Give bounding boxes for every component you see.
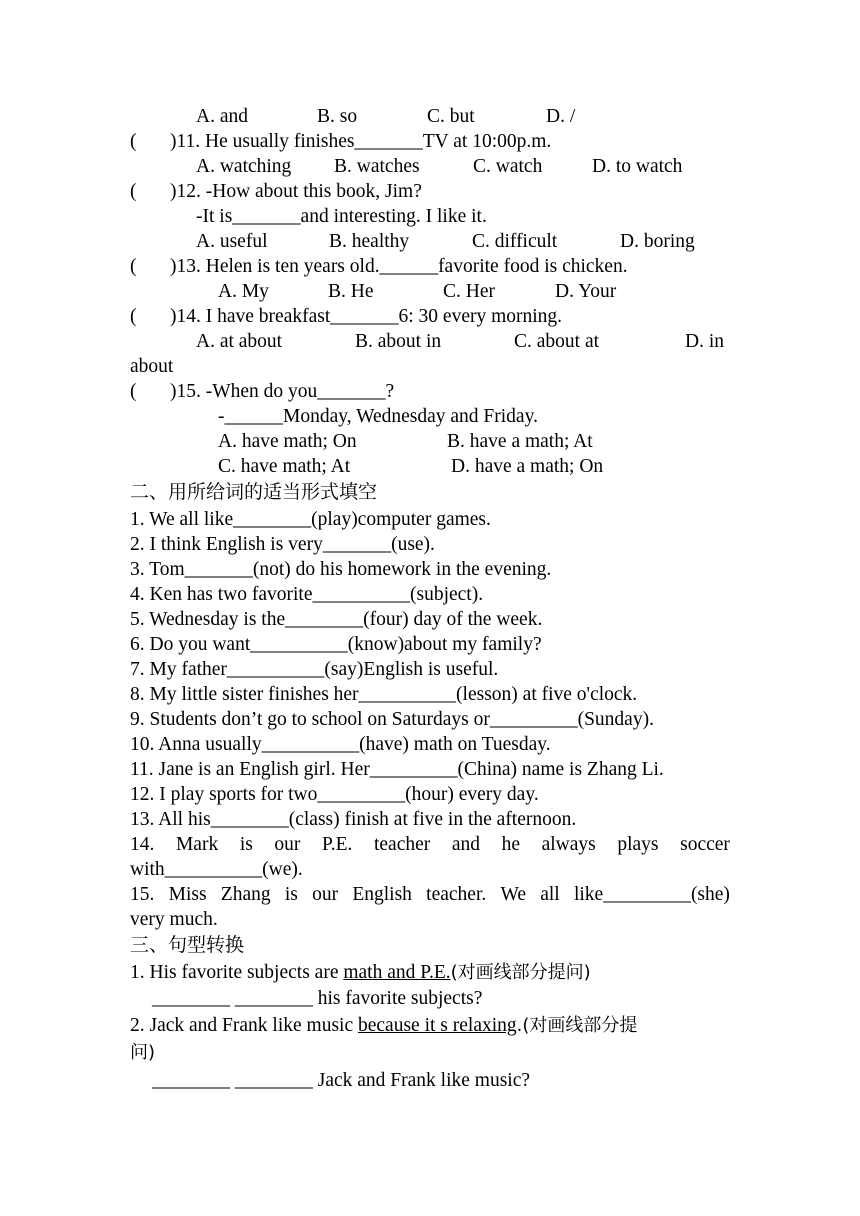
q14-option-d-wrap: about bbox=[130, 356, 174, 377]
word: is bbox=[284, 884, 298, 905]
q11-option-c: C. watch bbox=[473, 156, 543, 177]
q12-option-a: A. useful bbox=[196, 231, 268, 252]
transform-item-1 bbox=[130, 960, 591, 985]
answer-paren: ( bbox=[130, 256, 137, 277]
word: Mark bbox=[175, 834, 219, 855]
word: English bbox=[352, 884, 412, 905]
q15-option-d: D. have a math; On bbox=[451, 456, 604, 477]
word: teacher. bbox=[426, 884, 487, 905]
fill-item-12: 12. I play sports for two_________(hour) every day. bbox=[130, 784, 539, 805]
fill-item-3: 3. Tom_______(not) do his homework in the evening. bbox=[130, 559, 552, 580]
instruction: .(对画线部分提 bbox=[516, 1015, 638, 1036]
q13-option-b: B. He bbox=[328, 281, 374, 302]
word: he bbox=[501, 834, 521, 855]
answer-paren: ( bbox=[130, 381, 137, 402]
word: P.E. bbox=[322, 834, 353, 855]
section-heading-part2: 二、用所给词的适当形式填空 bbox=[130, 481, 378, 503]
q13-option-d: D. Your bbox=[555, 281, 617, 302]
answer-paren: ( bbox=[130, 181, 137, 202]
question-text: )13. Helen is ten years old.______favorite food is chicken. bbox=[170, 256, 628, 277]
question-12 bbox=[130, 179, 422, 204]
q10-option-d: D. / bbox=[546, 106, 576, 127]
transform-item-2 bbox=[130, 1013, 637, 1038]
word: We bbox=[500, 884, 526, 905]
fill-item-4: 4. Ken has two favorite__________(subject). bbox=[130, 584, 484, 605]
q14-option-d: D. in bbox=[685, 331, 724, 352]
section-heading-part3: 三、句型转换 bbox=[130, 934, 245, 956]
word: our bbox=[312, 884, 339, 905]
fill-item-14-wrap: with__________(we). bbox=[130, 859, 303, 880]
answer-paren: ( bbox=[130, 306, 137, 327]
word: soccer bbox=[680, 834, 730, 855]
q15-option-b: B. have a math; At bbox=[447, 431, 593, 452]
q15-option-a: A. have math; On bbox=[218, 431, 357, 452]
fill-item-13: 13. All his________(class) finish at five in the afternoon. bbox=[130, 809, 577, 830]
instruction: (对画线部分提问) bbox=[450, 962, 591, 983]
transform-item-1-answer: ________ ________ his favorite subjects? bbox=[152, 988, 483, 1009]
word: plays bbox=[617, 834, 659, 855]
q13-option-c: C. Her bbox=[443, 281, 495, 302]
text: 1. His favorite subjects are bbox=[130, 962, 344, 983]
underlined-phrase: math and P.E. bbox=[343, 962, 451, 983]
question-14 bbox=[130, 304, 562, 329]
word: 15. bbox=[130, 884, 155, 905]
word: and bbox=[451, 834, 481, 855]
q12-line2: -It is_______and interesting. I like it. bbox=[196, 206, 487, 227]
question-text: )14. I have breakfast_______6: 30 every morning. bbox=[170, 306, 563, 327]
fill-item-10: 10. Anna usually__________(have) math on Tuesday. bbox=[130, 734, 551, 755]
word: all bbox=[540, 884, 560, 905]
transform-item-2-wrap: 问) bbox=[130, 1042, 156, 1063]
q12-option-b: B. healthy bbox=[329, 231, 410, 252]
word: like_________(she) bbox=[573, 884, 730, 905]
fill-item-9: 9. Students don’t go to school on Saturdays or_________(Sunday). bbox=[130, 709, 654, 730]
fill-item-2: 2. I think English is very_______(use). bbox=[130, 534, 435, 555]
fill-item-7: 7. My father__________(say)English is useful. bbox=[130, 659, 499, 680]
fill-item-15-wrap: very much. bbox=[130, 909, 218, 930]
q10-option-c: C. but bbox=[427, 106, 475, 127]
word: our bbox=[274, 834, 301, 855]
q15-line2: -______Monday, Wednesday and Friday. bbox=[218, 406, 538, 427]
word: Zhang bbox=[220, 884, 271, 905]
fill-item-15 bbox=[130, 882, 730, 907]
text: 2. Jack and Frank like music bbox=[130, 1015, 358, 1036]
q11-option-a: A. watching bbox=[196, 156, 292, 177]
fill-item-6: 6. Do you want__________(know)about my family? bbox=[130, 634, 542, 655]
question-11 bbox=[130, 129, 551, 154]
word: always bbox=[541, 834, 596, 855]
underlined-phrase: because it s relaxing bbox=[358, 1015, 517, 1036]
transform-item-2-answer: ________ ________ Jack and Frank like music? bbox=[152, 1070, 531, 1091]
fill-item-14 bbox=[130, 832, 730, 857]
question-text: )12. -How about this book, Jim? bbox=[170, 181, 422, 202]
answer-paren: ( bbox=[130, 131, 137, 152]
word: Miss bbox=[168, 884, 207, 905]
fill-item-8: 8. My little sister finishes her__________(lesson) at five o'clock. bbox=[130, 684, 638, 705]
word: 14. bbox=[130, 834, 155, 855]
question-15 bbox=[130, 379, 394, 404]
q14-option-a: A. at about bbox=[196, 331, 283, 352]
q12-option-d: D. boring bbox=[620, 231, 695, 252]
word: is bbox=[239, 834, 253, 855]
q13-option-a: A. My bbox=[218, 281, 269, 302]
q14-option-b: B. about in bbox=[355, 331, 442, 352]
question-13 bbox=[130, 254, 628, 279]
question-text: )11. He usually finishes_______TV at 10:00p.m. bbox=[170, 131, 552, 152]
q10-option-a: A. and bbox=[196, 106, 248, 127]
question-text: )15. -When do you_______? bbox=[170, 381, 395, 402]
fill-item-1: 1. We all like________(play)computer games. bbox=[130, 509, 491, 530]
word: teacher bbox=[373, 834, 431, 855]
fill-item-5: 5. Wednesday is the________(four) day of the week. bbox=[130, 609, 543, 630]
q11-option-d: D. to watch bbox=[592, 156, 683, 177]
fill-item-11: 11. Jane is an English girl. Her_________(China) name is Zhang Li. bbox=[130, 759, 664, 780]
q15-option-c: C. have math; At bbox=[218, 456, 351, 477]
q10-option-b: B. so bbox=[317, 106, 358, 127]
q11-option-b: B. watches bbox=[334, 156, 420, 177]
q14-option-c: C. about at bbox=[514, 331, 600, 352]
q12-option-c: C. difficult bbox=[472, 231, 558, 252]
